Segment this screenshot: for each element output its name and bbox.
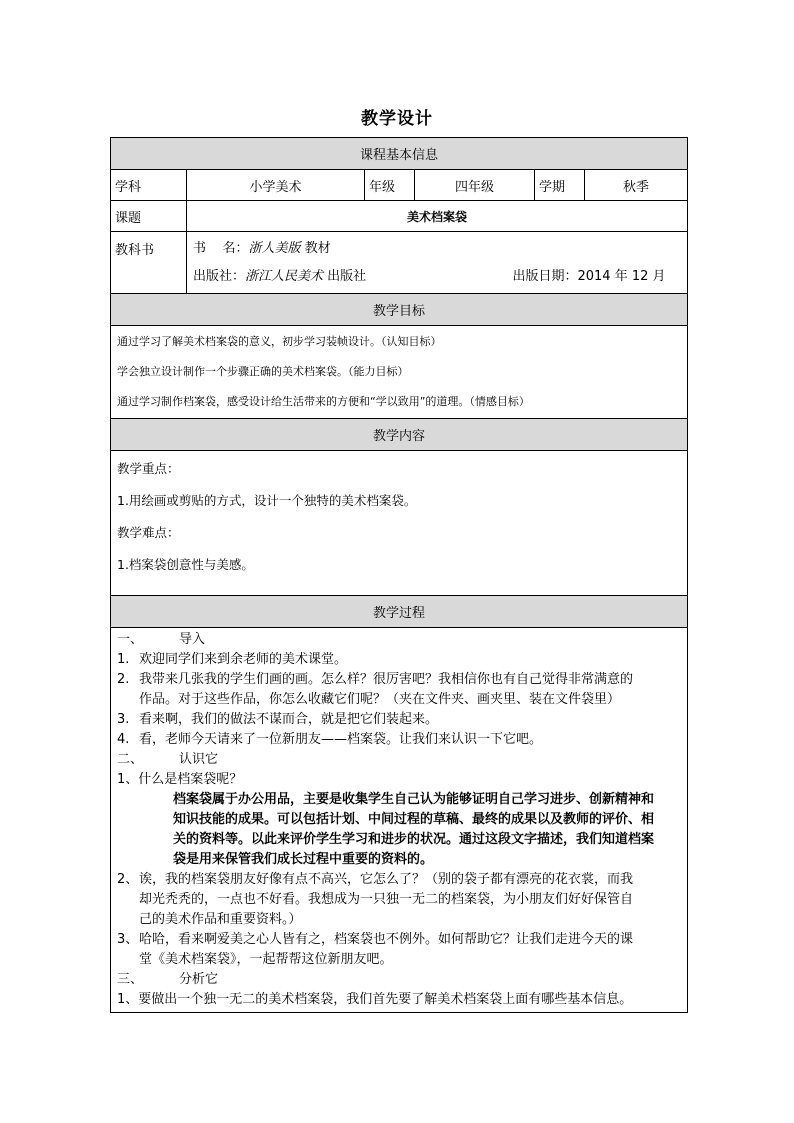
textbook-info xyxy=(187,232,688,294)
content-body-row xyxy=(111,451,688,596)
list-item-continued: 却光秃秃的，一点也不好看。我想成为一只独一无二的档案袋，为小朋友们好好保管自 xyxy=(139,892,634,907)
publisher-label: 出版社： xyxy=(193,269,246,284)
list-item: 3、哈哈，看来啊爱美之心人皆有之，档案袋也不例外。如何帮助它？让我们走进今天的课 xyxy=(117,932,634,947)
term-value: 秋季 xyxy=(585,170,688,201)
process-body xyxy=(111,628,688,1013)
question-line: 1、什么是档案袋呢？ xyxy=(117,772,243,787)
section-heading: 二、 认识它 xyxy=(117,752,219,767)
key-point-label: 教学重点： xyxy=(117,461,180,476)
difficult-point-label: 教学难点： xyxy=(117,525,180,540)
difficult-point-item: 1.档案袋创意性与美感。 xyxy=(117,557,254,572)
basic-info-header-row xyxy=(111,138,688,170)
list-item: 2、诶，我的档案袋朋友好像有点不高兴，它怎么了？（别的袋子都有漂亮的花衣裳，而我 xyxy=(117,872,634,887)
objectives-header: 教学目标 xyxy=(111,294,688,326)
definition-line: 知识技能的成果。可以包括计划、中间过程的草稿、最终的成果以及教师的评价、相 xyxy=(173,812,655,827)
definition-line: 档案袋属于办公用品，主要是收集学生自己认为能够证明自己学习进步、创新精神和 xyxy=(173,792,655,807)
objective-item: 学会独立设计制作一个步骤正确的美术档案袋。（能力目标） xyxy=(117,365,409,378)
list-item: 2. 我带来几张我的学生们画的画。怎么样？很厉害吧？我相信你也有自己觉得非常满意的 xyxy=(117,672,634,687)
content-body xyxy=(111,451,688,596)
topic-value: 美术档案袋 xyxy=(187,201,688,232)
publisher-suffix: 出版社 xyxy=(327,269,367,284)
subject-label: 学科 xyxy=(111,170,187,201)
key-point-item: 1.用绘画或剪贴的方式，设计一个独特的美术档案袋。 xyxy=(117,493,417,508)
objectives-list xyxy=(111,326,688,419)
book-name-value: 浙人美版 xyxy=(248,241,301,256)
section-heading: 一、 导入 xyxy=(117,632,206,647)
list-item: 4. 看，老师今天请来了一位新朋友——档案袋。让我们来认识一下它吧。 xyxy=(117,732,543,747)
definition-line: 关的资料等。以此来评价学生学习和进步的状况。通过这段文字描述，我们知道档案 xyxy=(173,832,655,847)
textbook-row xyxy=(111,232,688,294)
subject-row xyxy=(111,170,688,201)
process-body-row xyxy=(111,628,688,1013)
topic-label: 课题 xyxy=(111,201,187,232)
document-title: 教学设计 xyxy=(361,109,433,129)
list-item: 1. 欢迎同学们来到余老师的美术课堂。 xyxy=(117,652,348,667)
textbook-label: 教科书 xyxy=(111,232,187,294)
definition-line: 袋是用来保管我们成长过程中重要的资料的。 xyxy=(173,852,434,867)
topic-row xyxy=(111,201,688,232)
content-header-row xyxy=(111,419,688,451)
list-item-continued: 作品。对于这些作品，你怎么收藏它们呢？（夹在文件夹、画夹里、装在文件袋里） xyxy=(139,692,621,707)
grade-label: 年级 xyxy=(365,170,415,201)
lesson-plan-table xyxy=(110,137,688,1013)
list-item: 1、要做出一个独一无二的美术档案袋，我们首先要了解美术档案袋上面有哪些基本信息。 xyxy=(117,992,633,1007)
list-item: 3. 看来啊，我们的做法不谋而合，就是把它们装起来。 xyxy=(117,712,439,727)
objective-item: 通过学习制作档案袋，感受设计给生活带来的方便和“学以致用”的道理。（情感目标） xyxy=(117,395,530,408)
section-heading: 三、 分析它 xyxy=(117,972,219,987)
basic-info-header: 课程基本信息 xyxy=(111,138,688,170)
publisher-value: 浙江人民美术 xyxy=(245,269,324,284)
process-header: 教学过程 xyxy=(111,596,688,628)
content-header: 教学内容 xyxy=(111,419,688,451)
grade-value: 四年级 xyxy=(415,170,535,201)
list-item-continued: 己的美术作品和重要资料。） xyxy=(139,912,302,927)
book-name-line xyxy=(193,238,683,260)
book-name-label: 书 名： xyxy=(193,241,249,256)
objectives-header-row xyxy=(111,294,688,326)
subject-value: 小学美术 xyxy=(187,170,365,201)
pubdate-label: 出版日期： xyxy=(512,269,578,284)
list-item-continued: 堂《美术档案袋》，一起帮帮这位新朋友吧。 xyxy=(139,952,393,967)
publisher-line xyxy=(193,266,683,288)
objective-item: 通过学习了解美术档案袋的意义，初步学习装帧设计。（认知目标） xyxy=(117,335,442,348)
book-name-suffix: 教材 xyxy=(304,241,331,256)
process-header-row xyxy=(111,596,688,628)
pubdate-value: 2014 年 12 月 xyxy=(577,269,666,284)
term-label: 学期 xyxy=(535,170,585,201)
objectives-body-row xyxy=(111,326,688,419)
